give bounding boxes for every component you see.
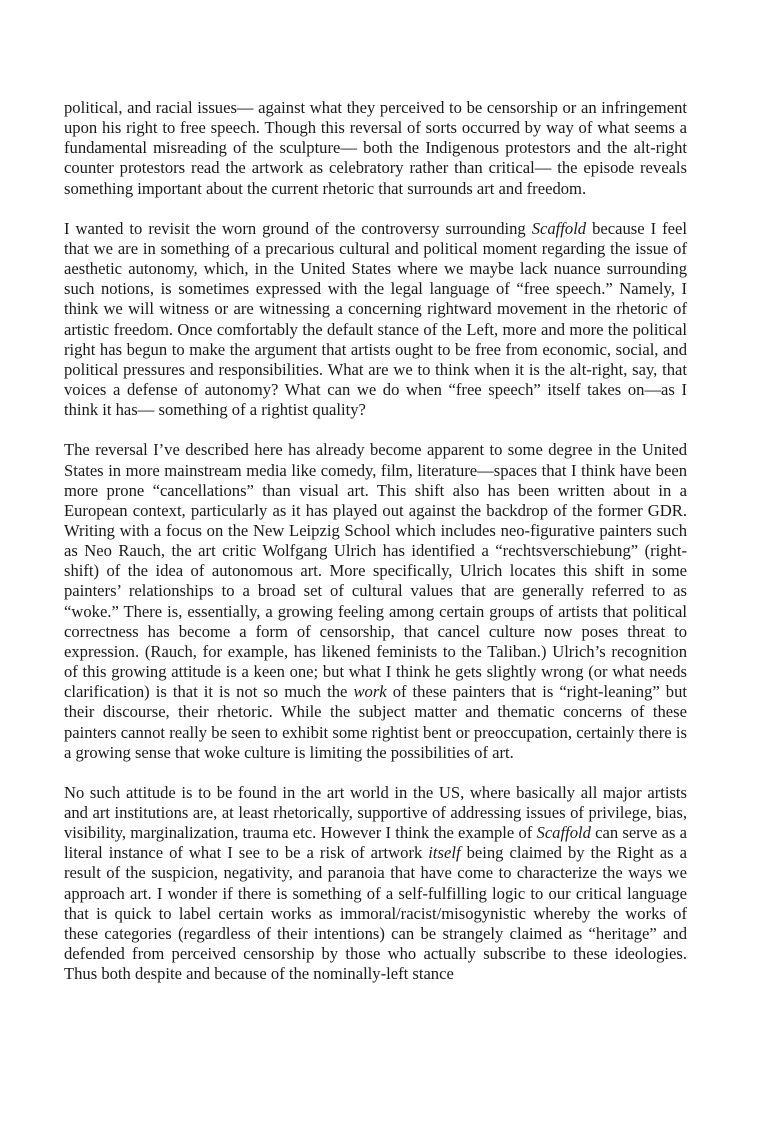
text-run: I wanted to revisit the worn ground of the controversy surrounding <box>64 218 532 238</box>
text-run: political, and racial issues— against what they perceived to be censorship or an infringement upon his right to free speech. Though this reversal of sorts occurred by way of what seems a fundamental misreading of the sculpture— both the Indigenous protestors and the alt-right counter protestors read the artwork as celebratory rather than critical— the episode reveals something important about the current rhetoric that surrounds art and freedom. <box>64 98 687 198</box>
paragraph-3 <box>64 440 687 763</box>
italic-title: Scaffold <box>536 823 591 843</box>
italic-title: Scaffold <box>531 218 587 238</box>
document-body <box>64 98 687 1004</box>
text-run: can serve as a literal instance of what I see to be a risk of artwork <box>64 823 687 863</box>
text-run: The reversal I’ve described here has already become apparent to some degree in the United States in more mainstream media like comedy, film, literature—spaces that I think have been more prone “cancellations” than visual art. This shift also has been written about in a European context, particularly as it has played out against the backdrop of the former GDR. Writing with a focus on the New Leipzig School which includes neo-figurative painters such as Neo Rauch, the art critic Wolfgang Ulrich has identified a “rechtsverschiebung” (right-shift) of the idea of autonomous art. More specifically, Ulrich locates this shift in some painters’ relationships to a broad set of cultural values that are generally referred to as “woke.” There is, essentially, a growing feeling among certain groups of artists that political correctness has become a form of censorship, that cancel culture now poses threat to expression. (Rauch, for example, has likened feminists to the Taliban.) Ulrich’s recognition of this growing attitude is a keen one; but what I think he gets slightly wrong (or what needs clarification) is that it is not so much the <box>64 440 687 702</box>
italic-emphasis: itself <box>428 843 461 863</box>
text-run: because I feel that we are in something of a precarious cultural and political moment regarding the issue of aesthetic autonomy, which, in the United States where we maybe lack nuance surrounding such notions, is sometimes expressed with the legal language of “free speech.” Namely, I think we will witness or are witnessing a concerning rightward movement in the rhetoric of artistic freedom. Once comfortably the default stance of the Left, more and more the political right has begun to make the argument that artists ought to be free from economic, social, and political pressures and responsibilities. What are we to think when it is the alt-right, say, that voices a defense of autonomy? What can we do when “free speech” itself takes on—as I think it has— something of a rightist quality? <box>64 218 687 420</box>
paragraph-4 <box>64 783 687 985</box>
text-run: No such attitude is to be found in the art world in the US, where basically all major artists and art institutions are, at least rhetorically, supportive of addressing issues of privilege, bias, visibility, marginalization, trauma etc. However I think the example of <box>64 782 687 843</box>
text-run: being claimed by the Right as a result of the suspicion, negativity, and paranoia that have come to characterize the ways we approach art. I wonder if there is something of a self-fulfilling logic to our critical language that is quick to label certain works as immoral/racist/misogynistic whereby the works of these categories (regardless of their intentions) can be strangely claimed as “heritage” and defended from perceived censorship by those who actually subscribe to these ideologies. Thus both despite and because of the nominally-left stance <box>64 843 687 984</box>
paragraph-1 <box>64 98 687 199</box>
italic-emphasis: work <box>353 682 387 702</box>
text-run: of these painters that is “right-leaning” but their discourse, their rhetoric. While the subject matter and thematic concerns of these painters cannot really be seen to exhibit some rightist bent or preoccupation, certainly there is a growing sense that woke culture is limiting the possibilities of art. <box>64 682 688 762</box>
paragraph-2 <box>64 219 687 421</box>
